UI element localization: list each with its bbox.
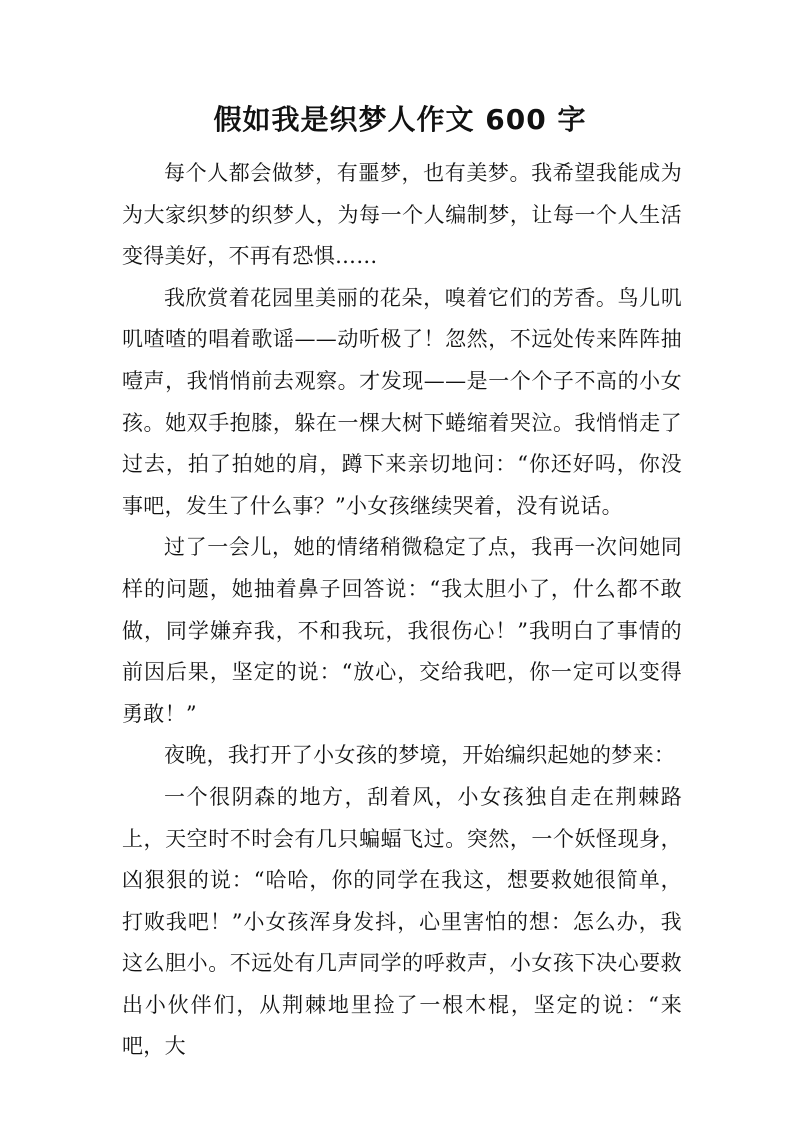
paragraph-4: 夜晚，我打开了小女孩的梦境，开始编织起她的梦来： — [164, 743, 676, 768]
paragraph-1: 每个人都会做梦，有噩梦，也有美梦。我希望我能成为为大家织梦的织梦人，为每一个人编制梦，让每一个人生活变得美好，不再有恐惧…… — [122, 161, 682, 269]
document-body — [122, 153, 682, 1068]
paragraph-2: 我欣赏着花园里美丽的花朵，嗅着它们的芳香。鸟儿叽叽喳喳的唱着歌谣——动听极了！忽然，不远处传来阵阵抽噎声，我悄悄前去观察。才发现——是一个个子不高的小女孩。她双手抱膝，躲在一棵大树下蜷缩着哭泣。我悄悄走了过去，拍了拍她的肩，蹲下来亲切地问：“你还好吗，你没事吧，发生了什么事？”小女孩继续哭着，没有说话。 — [122, 285, 682, 518]
paragraph-5: 一个很阴森的地方，刮着风，小女孩独自走在荆棘路上，天空时不时会有几只蝙蝠飞过。突然，一个妖怪现身，凶狠狠的说：“哈哈，你的同学在我这，想要救她很简单，打败我吧！”小女孩浑身发抖，心里害怕的想：怎么办，我这么胆小。不远处有几声同学的呼救声，小女孩下决心要救出小伙伴们，从荆棘地里捡了一根木棍，坚定的说：“来吧，大 — [122, 784, 682, 1059]
document-title: 假如我是织梦人作文 600 字 — [213, 103, 587, 136]
paragraph-3: 过了一会儿，她的情绪稍微稳定了点，我再一次问她同样的问题，她抽着鼻子回答说：“我太胆小了，什么都不敢做，同学嫌弃我，不和我玩，我很伤心！”我明白了事情的前因后果，坚定的说：“放心，交给我吧，你一定可以变得勇敢！” — [122, 535, 682, 726]
